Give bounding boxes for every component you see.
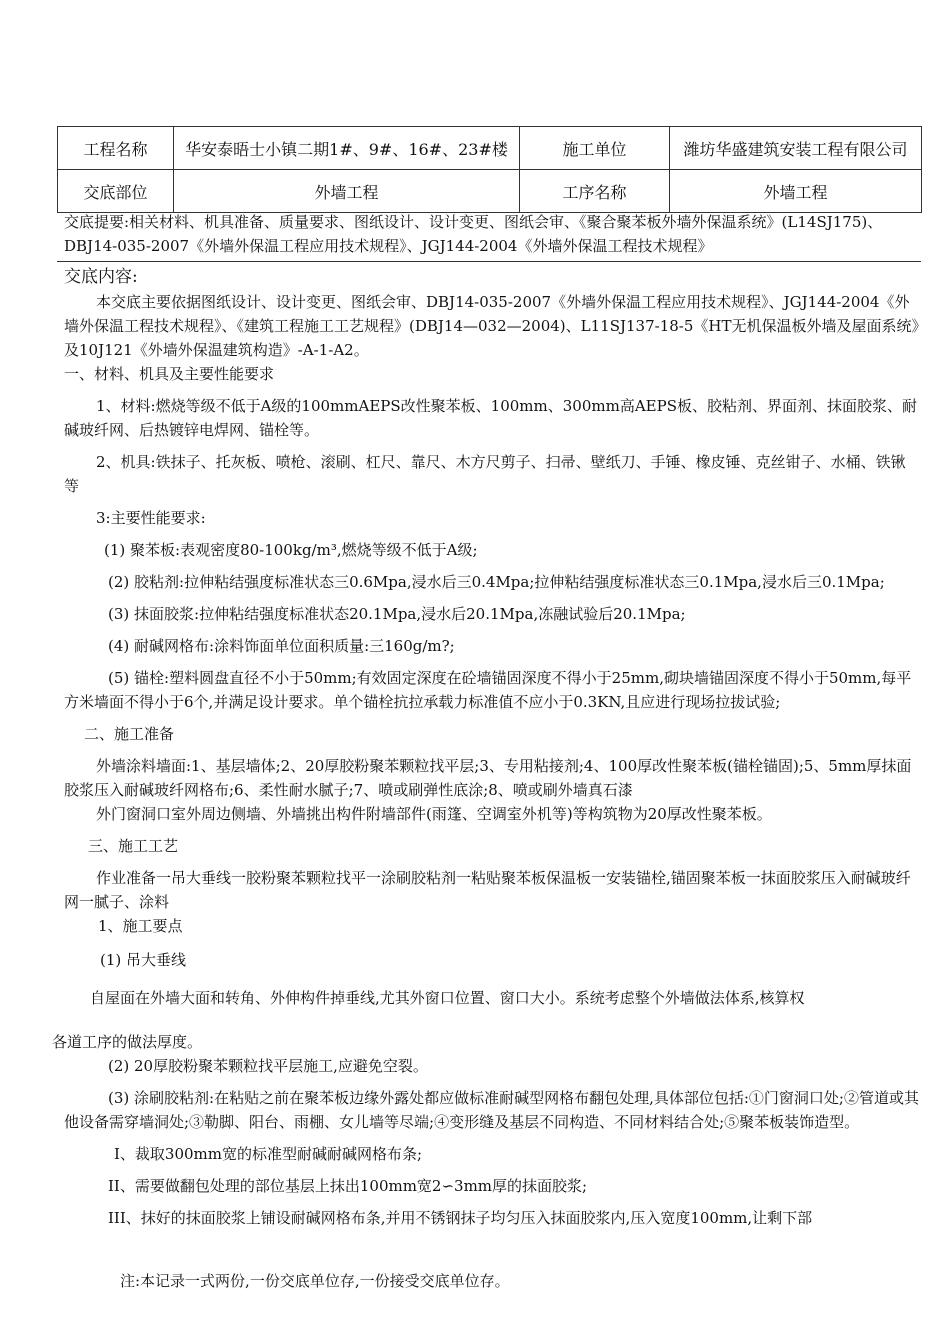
contractor-value: 潍坊华盛建筑安装工程有限公司 (670, 127, 922, 170)
step-1-text: 自屋面在外墙大面和转角、外伸构件掉垂线,尤其外窗口位置、窗口大小。系统考虑整个外墙做法体系,核算权 (90, 989, 805, 1007)
process-flow-paragraph: 作业准备一吊大垂线一胶粉聚苯颗粒找平一涂刷胶粘剂一粘贴聚苯板保温板一安装锚栓,锚固聚苯板一抹面胶浆压入耐碱玻纤网一腻子、涂料 (64, 869, 911, 911)
header-row-project (58, 127, 922, 170)
performance-heading: 3:主要性能要求: (96, 509, 206, 527)
wall-layers-paragraph: 外墙涂料墙面:1、基层墙体;2、20厚胶粉聚苯颗粒找平层;3、专用粘接剂;4、100厚改性聚苯板(锚栓锚固);5、5mm厚抹面胶浆压入耐碱玻纤网格布;6、柔性耐水腻子;7、喷或刷弹性底涂;8、喷或刷外墙真石漆 (64, 757, 912, 799)
section-heading-materials: 一、材料、机具及主要性能要求 (64, 365, 275, 383)
step-2-text: (2) 20厚胶粉聚苯颗粒找平层施工,应避免空裂。 (108, 1057, 428, 1075)
performance-item-5: (5) 锚栓:塑料圆盘直径不小于50mm;有效固定深度在砼墙锚固深度不得小于25mm,砌块墙锚固深度不得小于50mm,每平方米墙面不得小于6个,并满足设计要求。单个锚栓抗拉承载力标准值不应小于0.3KN,且应进行现场拉拔试验; (64, 669, 912, 711)
header-table (57, 126, 922, 213)
tools-paragraph: 2、机具:铁抹子、托灰板、喷枪、滚刷、杠尺、靠尺、木方尺剪子、扫帚、壁纸刀、手锤、橡皮锤、克丝钳子、水桶、铁锹等 (64, 453, 906, 495)
process-name-label: 工序名称 (520, 170, 670, 213)
substep-1: I、裁取300mm宽的标准型耐碱耐碱网格布条; (114, 1145, 423, 1163)
materials-paragraph: 1、材料:燃烧等级不低于A级的100mmAEPS改性聚苯板、100mm、300mm高AEPS板、胶粘剂、界面剂、抹面胶浆、耐碱玻纤网、后热镀锌电焊网、锚栓等。 (64, 397, 917, 439)
handover-part-value: 外墙工程 (174, 170, 520, 213)
section-divider (57, 261, 921, 262)
section-heading-process: 三、施工工艺 (88, 837, 179, 855)
performance-item-1: (1) 聚苯板:表观密度80-100kg/m³,燃烧等级不低于A级; (104, 541, 478, 559)
key-points-heading: 1、施工要点 (98, 917, 183, 935)
substep-2: II、需要做翻包处理的部位基层上抹出100mm宽2∽3mm厚的抹面胶浆; (108, 1177, 588, 1195)
project-name-label: 工程名称 (58, 127, 174, 170)
step-1-text-cont: 各道工序的做法厚度。 (52, 1033, 203, 1051)
project-name-value: 华安泰晤士小镇二期1#、9#、16#、23#楼 (174, 127, 520, 170)
step-3-text: (3) 涂刷胶粘剂:在粘贴之前在聚苯板边缘外露处都应做标准耐碱型网格布翻包处理,具体部位包括:①门窗洞口处;②管道或其他设备需穿墙洞处;③勒脚、阳台、雨棚、女儿墙等尽端;④变形缝及基层不同构造、不同材料结合处;⑤聚苯板装饰造型。 (64, 1089, 919, 1131)
handover-part-label: 交底部位 (58, 170, 174, 213)
content-title: 交底内容: (64, 267, 138, 287)
footer-note: 注:本记录一式两份,一份交底单位存,一份接受交底单位存。 (120, 1272, 510, 1290)
section-heading-preparation: 二、施工准备 (84, 725, 175, 743)
performance-item-4: (4) 耐碱网格布:涂料饰面单位面积质量:三160g/m?; (108, 637, 455, 655)
substep-3: III、抹好的抹面胶浆上铺设耐碱网格布条,并用不锈钢抹子均匀压入抹面胶浆内,压入宽度100mm,让剩下部 (108, 1209, 813, 1227)
step-1-heading: (1) 吊大垂线 (100, 951, 187, 969)
openings-paragraph: 外门窗洞口室外周边侧墙、外墙挑出构件附墙部件(雨篷、空调室外机等)等构筑物为20厚改性聚苯板。 (96, 805, 772, 823)
contractor-label: 施工单位 (520, 127, 670, 170)
process-name-value: 外墙工程 (670, 170, 922, 213)
handover-summary: 交底提要:相关材料、机具准备、质量要求、图纸设计、设计变更、图纸会审、《聚合聚苯板外墙外保温系统》(L14SJ175)、DBJ14-035-2007《外墙外保温工程应用技术规程》、JGJ144-2004《外墙外保温工程技术规程》 (64, 213, 883, 255)
performance-item-2: (2) 胶粘剂:拉伸粘结强度标准状态三0.6Mpa,浸水后三0.4Mpa;拉伸粘结强度标准状态三0.1Mpa,浸水后三0.1Mpa; (108, 573, 885, 591)
performance-item-3: (3) 抹面胶浆:拉伸粘结强度标准状态20.1Mpa,浸水后20.1Mpa,冻融试验后20.1Mpa; (108, 605, 686, 623)
header-row-part (58, 170, 922, 213)
handover-content (52, 264, 920, 1230)
intro-paragraph: 本交底主要依据图纸设计、设计变更、图纸会审、DBJ14-035-2007《外墙外保温工程应用技术规程》、JGJ144-2004《外墙外保温工程技术规程》、《建筑工程施工工艺规程》(DBJ14—032—2004)、L11SJ137-18-5《HT无机保温板外墙及屋面系统》及10J121《外墙外保温建筑构造》-A-1-A2。 (64, 293, 919, 359)
